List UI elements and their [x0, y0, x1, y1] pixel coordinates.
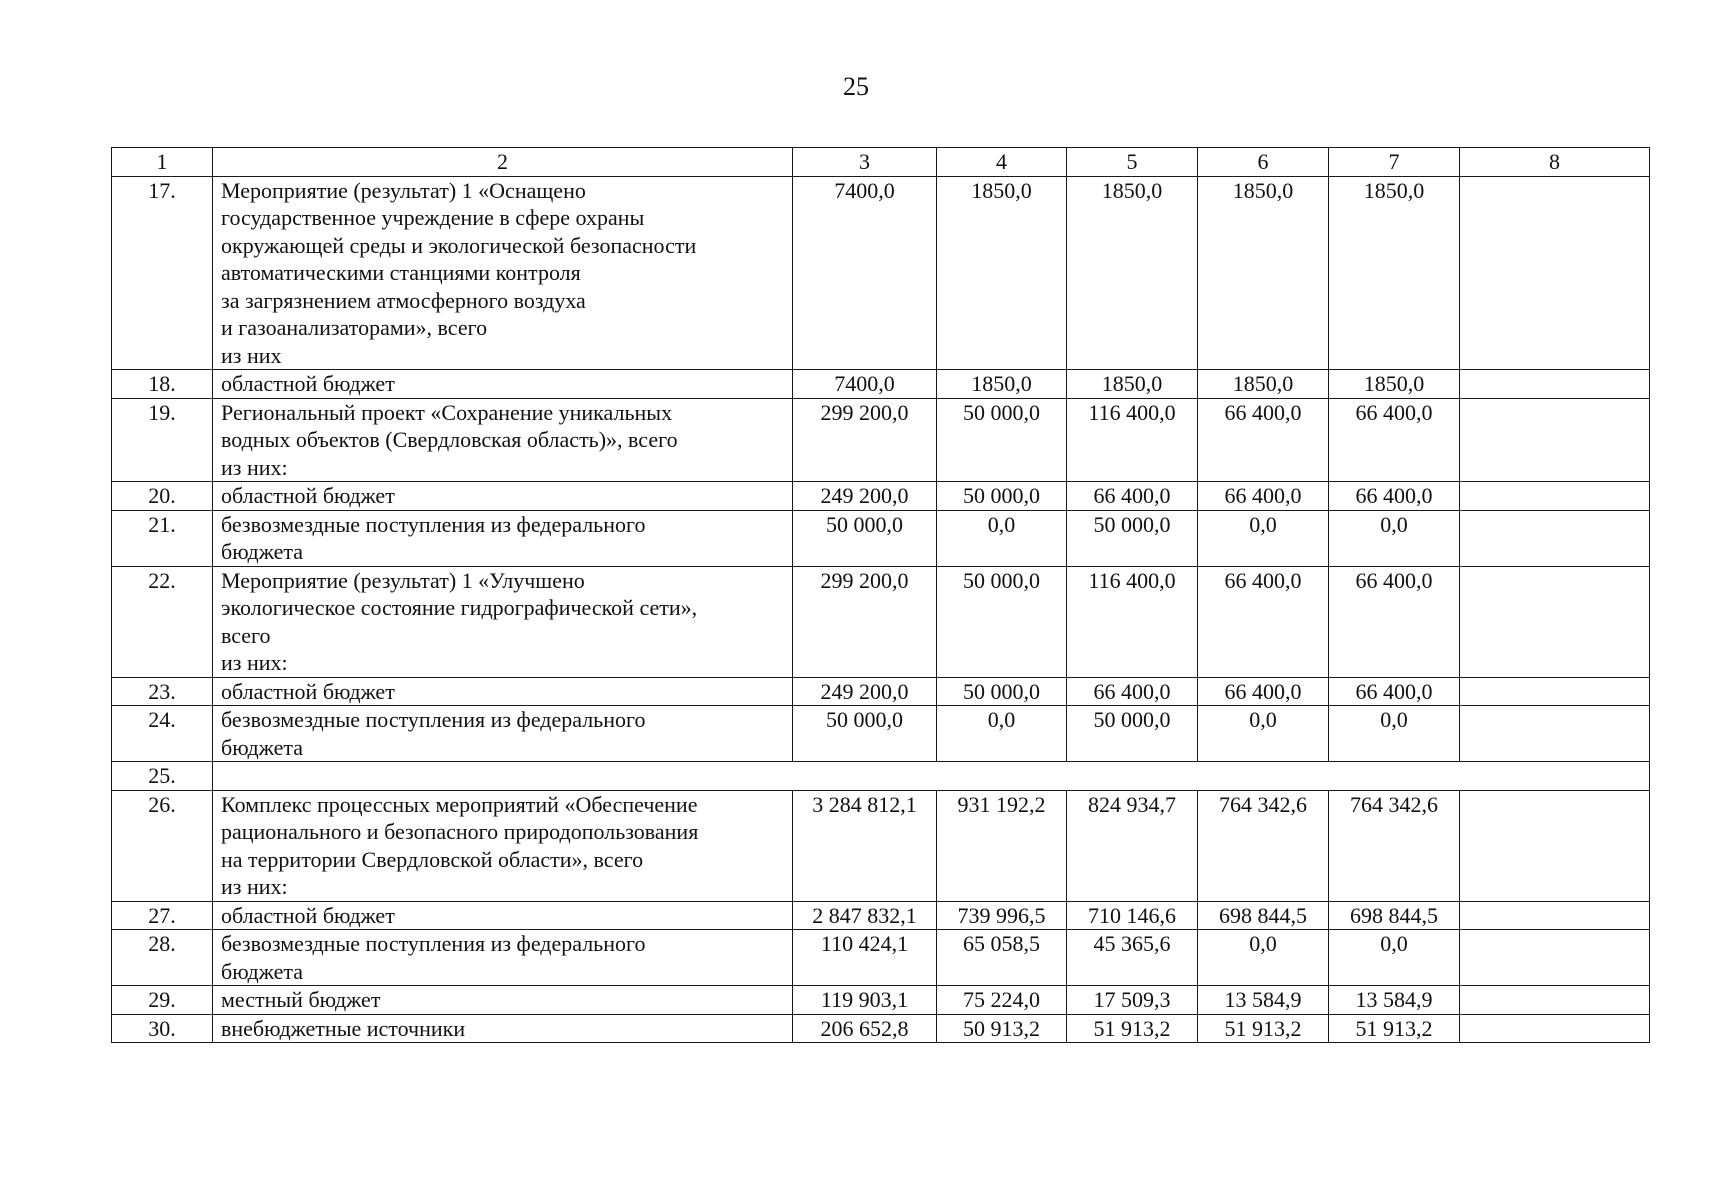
value-cell-c3: 299 200,0 [793, 398, 937, 482]
value-cell-c6: 698 844,5 [1198, 901, 1329, 930]
value-cell-c4: 0,0 [937, 510, 1067, 566]
value-cell-c3: 3 284 812,1 [793, 790, 937, 901]
value-cell-c3: 50 000,0 [793, 510, 937, 566]
value-cell-c4: 0,0 [937, 706, 1067, 762]
page-number: 25 [843, 72, 869, 101]
table-row [112, 986, 1650, 1015]
value-cell-c6: 1850,0 [1198, 176, 1329, 370]
value-cell-c3: 110 424,1 [793, 930, 937, 986]
value-cell-c8 [1460, 1014, 1650, 1043]
value-cell-c7: 66 400,0 [1329, 482, 1460, 511]
value-cell-c7: 0,0 [1329, 510, 1460, 566]
value-cell-c6: 0,0 [1198, 510, 1329, 566]
value-cell-c3: 249 200,0 [793, 677, 937, 706]
header-cell: 2 [213, 148, 793, 177]
value-cell-c8 [1460, 901, 1650, 930]
value-cell-c7: 51 913,2 [1329, 1014, 1460, 1043]
value-cell-c7: 0,0 [1329, 706, 1460, 762]
table-row [112, 1014, 1650, 1043]
value-cell-c5: 45 365,6 [1067, 930, 1198, 986]
value-cell-c8 [1460, 482, 1650, 511]
row-number: 25. [112, 762, 213, 791]
value-cell-c6: 0,0 [1198, 930, 1329, 986]
value-cell-c7: 13 584,9 [1329, 986, 1460, 1015]
value-cell-c6: 0,0 [1198, 706, 1329, 762]
value-cell-c5: 116 400,0 [1067, 398, 1198, 482]
row-label: внебюджетные источники [213, 1014, 793, 1043]
row-label: Комплекс процессных мероприятий «Обеспечение рационального и безопасного природопользования на территории Свердловской области», всего из них: [213, 790, 793, 901]
value-cell-c3: 7400,0 [793, 370, 937, 399]
value-cell-c7: 0,0 [1329, 930, 1460, 986]
value-cell-c5: 1850,0 [1067, 176, 1198, 370]
value-cell-c5: 66 400,0 [1067, 677, 1198, 706]
row-number: 29. [112, 986, 213, 1015]
table-row [112, 510, 1650, 566]
value-cell-c4: 1850,0 [937, 370, 1067, 399]
value-cell-c8 [1460, 370, 1650, 399]
value-cell-c8 [1460, 398, 1650, 482]
value-cell-c4: 50 913,2 [937, 1014, 1067, 1043]
table-row [112, 398, 1650, 482]
header-cell: 6 [1198, 148, 1329, 177]
value-cell-c8 [1460, 566, 1650, 677]
row-number: 22. [112, 566, 213, 677]
row-number: 27. [112, 901, 213, 930]
value-cell-c4: 739 996,5 [937, 901, 1067, 930]
header-cell: 7 [1329, 148, 1460, 177]
value-cell-c7: 764 342,6 [1329, 790, 1460, 901]
row-number: 17. [112, 176, 213, 370]
row-number: 18. [112, 370, 213, 399]
budget-table [111, 147, 1650, 1043]
merged-empty-cell [213, 762, 1650, 791]
value-cell-c4: 50 000,0 [937, 677, 1067, 706]
row-label: областной бюджет [213, 901, 793, 930]
header-cell: 1 [112, 148, 213, 177]
value-cell-c6: 764 342,6 [1198, 790, 1329, 901]
value-cell-c7: 698 844,5 [1329, 901, 1460, 930]
value-cell-c3: 2 847 832,1 [793, 901, 937, 930]
value-cell-c5: 116 400,0 [1067, 566, 1198, 677]
value-cell-c4: 50 000,0 [937, 482, 1067, 511]
value-cell-c4: 50 000,0 [937, 398, 1067, 482]
value-cell-c5: 824 934,7 [1067, 790, 1198, 901]
row-number: 30. [112, 1014, 213, 1043]
table-row [112, 176, 1650, 370]
row-label: безвозмездные поступления из федерального бюджета [213, 706, 793, 762]
value-cell-c6: 66 400,0 [1198, 677, 1329, 706]
value-cell-c4: 931 192,2 [937, 790, 1067, 901]
value-cell-c8 [1460, 986, 1650, 1015]
value-cell-c8 [1460, 510, 1650, 566]
row-number: 21. [112, 510, 213, 566]
table-row [112, 706, 1650, 762]
value-cell-c8 [1460, 677, 1650, 706]
row-label: Региональный проект «Сохранение уникальных водных объектов (Свердловская область)», всего из них: [213, 398, 793, 482]
header-row [112, 148, 1650, 177]
value-cell-c5: 50 000,0 [1067, 510, 1198, 566]
value-cell-c5: 17 509,3 [1067, 986, 1198, 1015]
row-label: Мероприятие (результат) 1 «Оснащено государственное учреждение в сфере охраны окружающей среды и экологической безопасности автоматическими станциями контроля за загрязнением атмосферного воздуха и газоанализаторами», всего из них [213, 176, 793, 370]
table-row [112, 901, 1650, 930]
table-row [112, 930, 1650, 986]
row-label: безвозмездные поступления из федерального бюджета [213, 930, 793, 986]
row-label: безвозмездные поступления из федерального бюджета [213, 510, 793, 566]
row-number: 26. [112, 790, 213, 901]
value-cell-c4: 50 000,0 [937, 566, 1067, 677]
value-cell-c7: 66 400,0 [1329, 677, 1460, 706]
row-label: местный бюджет [213, 986, 793, 1015]
value-cell-c3: 249 200,0 [793, 482, 937, 511]
value-cell-c5: 51 913,2 [1067, 1014, 1198, 1043]
header-cell: 8 [1460, 148, 1650, 177]
value-cell-c8 [1460, 176, 1650, 370]
value-cell-c3: 50 000,0 [793, 706, 937, 762]
value-cell-c5: 66 400,0 [1067, 482, 1198, 511]
value-cell-c3: 206 652,8 [793, 1014, 937, 1043]
value-cell-c7: 66 400,0 [1329, 398, 1460, 482]
value-cell-c6: 13 584,9 [1198, 986, 1329, 1015]
value-cell-c6: 66 400,0 [1198, 566, 1329, 677]
value-cell-c6: 66 400,0 [1198, 482, 1329, 511]
row-label: областной бюджет [213, 370, 793, 399]
value-cell-c8 [1460, 706, 1650, 762]
value-cell-c7: 1850,0 [1329, 176, 1460, 370]
value-cell-c4: 65 058,5 [937, 930, 1067, 986]
table-row [112, 482, 1650, 511]
value-cell-c6: 66 400,0 [1198, 398, 1329, 482]
row-number: 23. [112, 677, 213, 706]
value-cell-c3: 119 903,1 [793, 986, 937, 1015]
row-number: 19. [112, 398, 213, 482]
value-cell-c5: 50 000,0 [1067, 706, 1198, 762]
row-number: 28. [112, 930, 213, 986]
header-cell: 4 [937, 148, 1067, 177]
row-number: 24. [112, 706, 213, 762]
value-cell-c8 [1460, 790, 1650, 901]
header-cell: 3 [793, 148, 937, 177]
value-cell-c7: 66 400,0 [1329, 566, 1460, 677]
value-cell-c4: 1850,0 [937, 176, 1067, 370]
value-cell-c6: 51 913,2 [1198, 1014, 1329, 1043]
value-cell-c3: 7400,0 [793, 176, 937, 370]
value-cell-c3: 299 200,0 [793, 566, 937, 677]
value-cell-c6: 1850,0 [1198, 370, 1329, 399]
table-row [112, 566, 1650, 677]
row-label: Мероприятие (результат) 1 «Улучшено экологическое состояние гидрографической сети», всего из них: [213, 566, 793, 677]
header-cell: 5 [1067, 148, 1198, 177]
row-number: 20. [112, 482, 213, 511]
row-label: областной бюджет [213, 677, 793, 706]
value-cell-c7: 1850,0 [1329, 370, 1460, 399]
value-cell-c4: 75 224,0 [937, 986, 1067, 1015]
table-body [112, 176, 1650, 1043]
table-row [112, 677, 1650, 706]
value-cell-c8 [1460, 930, 1650, 986]
table-row [112, 370, 1650, 399]
row-label: областной бюджет [213, 482, 793, 511]
table-row [112, 790, 1650, 901]
value-cell-c5: 710 146,6 [1067, 901, 1198, 930]
table-row [112, 762, 1650, 791]
value-cell-c5: 1850,0 [1067, 370, 1198, 399]
